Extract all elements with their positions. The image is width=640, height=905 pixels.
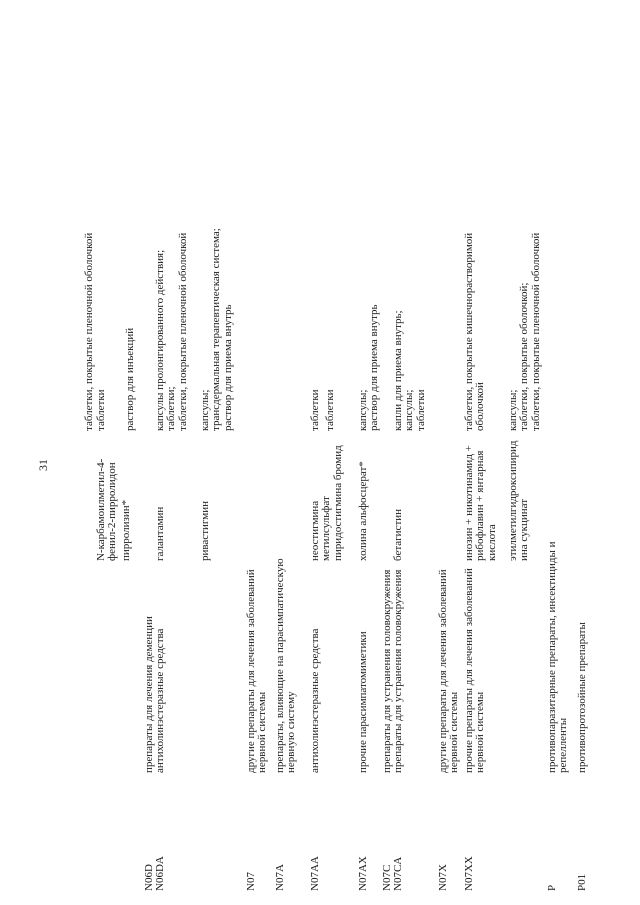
group-name (358, 573, 369, 773)
dosage-forms-line: капсулы; (199, 389, 211, 431)
drug-name (155, 441, 166, 561)
atc-code (275, 793, 286, 891)
group-name (546, 541, 570, 773)
group-name-line: нервную систему (285, 691, 298, 773)
dosage-forms-line: таблетки, покрытые пленочной оболочкой (83, 232, 95, 431)
group-name-line: нервной системы (448, 691, 461, 773)
atc-code (438, 793, 449, 891)
drug-name (121, 441, 132, 561)
dosage-forms-line: оболочкой (474, 382, 487, 431)
drug-name-line: холина альфосцерат* (357, 461, 369, 561)
group-name-line: антихолинэстеразные средства (309, 628, 321, 773)
group-name-line: другие препараты для лечения заболеваний (245, 569, 257, 773)
group-name (463, 568, 487, 773)
atc-code-text: P01 (576, 873, 588, 891)
atc-code-text: N07XX (463, 856, 475, 891)
atc-code (464, 793, 475, 891)
atc-code-text: N07X (437, 864, 449, 891)
drug-name-line: галантамин (154, 506, 166, 561)
dosage-forms (84, 11, 95, 431)
group-name (577, 573, 588, 773)
group-name-line: репелленты (557, 717, 570, 773)
drug-name (310, 441, 344, 561)
drug-name (393, 441, 404, 561)
group-name (155, 573, 166, 773)
drug-name-line: бетагистин (392, 508, 404, 561)
drug-name-line: фенил-2-пирролидон (106, 462, 119, 561)
atc-code (310, 793, 321, 891)
atc-code-text: N07A (274, 864, 286, 891)
group-name (245, 569, 269, 773)
dosage-forms-line: трансдермальная терапевтическая система; (210, 228, 223, 431)
dosage-forms (464, 11, 487, 431)
dosage-forms-line: таблетки, покрытые оболочкой; (518, 282, 531, 431)
atc-code (393, 793, 404, 891)
atc-code (577, 793, 588, 891)
atc-code-text: N07C (381, 864, 393, 891)
dosage-forms (155, 11, 189, 431)
dosage-forms (96, 11, 107, 431)
atc-code (358, 793, 369, 891)
group-name-line: препараты для устранения головокружения (392, 569, 404, 773)
group-name-line: другие препараты для лечения заболеваний (437, 569, 449, 773)
dosage-forms (121, 11, 136, 431)
atc-code-text: N06D (143, 864, 155, 891)
group-name-line: нервной системы (256, 691, 269, 773)
atc-code (547, 793, 558, 891)
group-name-line: прочие парасимпатомиметики (357, 631, 369, 773)
page-number: 31 (36, 459, 50, 471)
group-name-line: препараты, влияющие на парасимпатическую (274, 558, 286, 773)
dosage-forms-line: раствор для инъекций (124, 327, 136, 431)
dosage-forms-line: таблетки, покрытые пленочной оболочкой (529, 232, 542, 431)
dosage-forms-line: капсулы; (507, 389, 519, 431)
dosage-forms-line: таблетки (324, 389, 337, 431)
drug-name-line: метилсульфат (320, 496, 333, 561)
drug-name-line: ривастигмин (199, 501, 211, 561)
drug-name-line: рибофлавин + янтарная (474, 450, 487, 561)
dosage-forms-line: таблетки; (165, 386, 178, 431)
group-name (310, 573, 321, 773)
atc-code-text: N07CA (392, 856, 404, 891)
atc-code-text: N07AX (357, 856, 369, 891)
atc-code-text: N06DA (154, 856, 166, 891)
group-name-line: препараты для лечения деменции (143, 616, 155, 773)
atc-code-text: P (546, 884, 558, 891)
dosage-forms-line: таблетки (309, 389, 321, 431)
dosage-forms-line: капсулы; (403, 389, 416, 431)
drug-name-line: пирролизин* (120, 499, 132, 561)
atc-code-text: N07AA (309, 856, 321, 891)
atc-code (246, 793, 257, 891)
dosage-forms-line: капсулы; (357, 389, 369, 431)
dosage-forms (393, 11, 427, 431)
drug-name (96, 441, 119, 561)
group-name-line: препараты для устранения головокружения (381, 569, 393, 773)
dosage-forms (508, 11, 542, 431)
dosage-forms-line: раствор для приема внутрь (368, 304, 381, 431)
dosage-forms (310, 11, 337, 431)
dosage-forms-line: таблетки, покрытые пленочной оболочкой (176, 232, 189, 431)
drug-name-line: неостигмина (309, 500, 321, 561)
drug-name-line: пиридостигмина бромид (331, 445, 344, 561)
group-name (437, 569, 461, 773)
drug-name-line: этилметилгидроксипирид (507, 440, 519, 561)
drug-name (200, 441, 211, 561)
dosage-forms-line: капсулы пролонгированного действия; (154, 249, 166, 431)
dosage-forms (358, 11, 381, 431)
dosage-forms-line: таблетки (95, 389, 107, 431)
group-name-line: антихолинэстеразные средства (154, 628, 166, 773)
group-name-line: нервной системы (474, 691, 487, 773)
dosage-forms-line: раствор для приема внутрь (221, 304, 234, 431)
group-name (274, 558, 298, 773)
dosage-forms-line: капли для приема внутрь; (392, 310, 404, 431)
drug-name (464, 441, 498, 561)
dosage-forms-line: таблетки, покрытые кишечнорастворимой (463, 232, 475, 431)
group-name-line: противопротозойные препараты (576, 622, 588, 773)
drug-name-line: инозин + никотинамид + (463, 445, 475, 561)
drug-name-line: N-карбамоилметил-4- (95, 458, 107, 561)
dosage-forms-line: таблетки (414, 389, 427, 431)
group-name-line: противопаразитарные препараты, инсектициды и (546, 541, 558, 773)
drug-name (508, 441, 531, 561)
atc-code-text: N07 (245, 872, 257, 891)
drug-name-line: ина сукцинат (518, 498, 531, 561)
atc-code (155, 793, 166, 891)
dosage-forms (200, 11, 234, 431)
group-name-line: прочие препараты для лечения заболеваний (463, 568, 475, 773)
drug-name-line: кислота (485, 524, 498, 561)
group-name (392, 569, 404, 773)
drug-name (358, 441, 369, 561)
